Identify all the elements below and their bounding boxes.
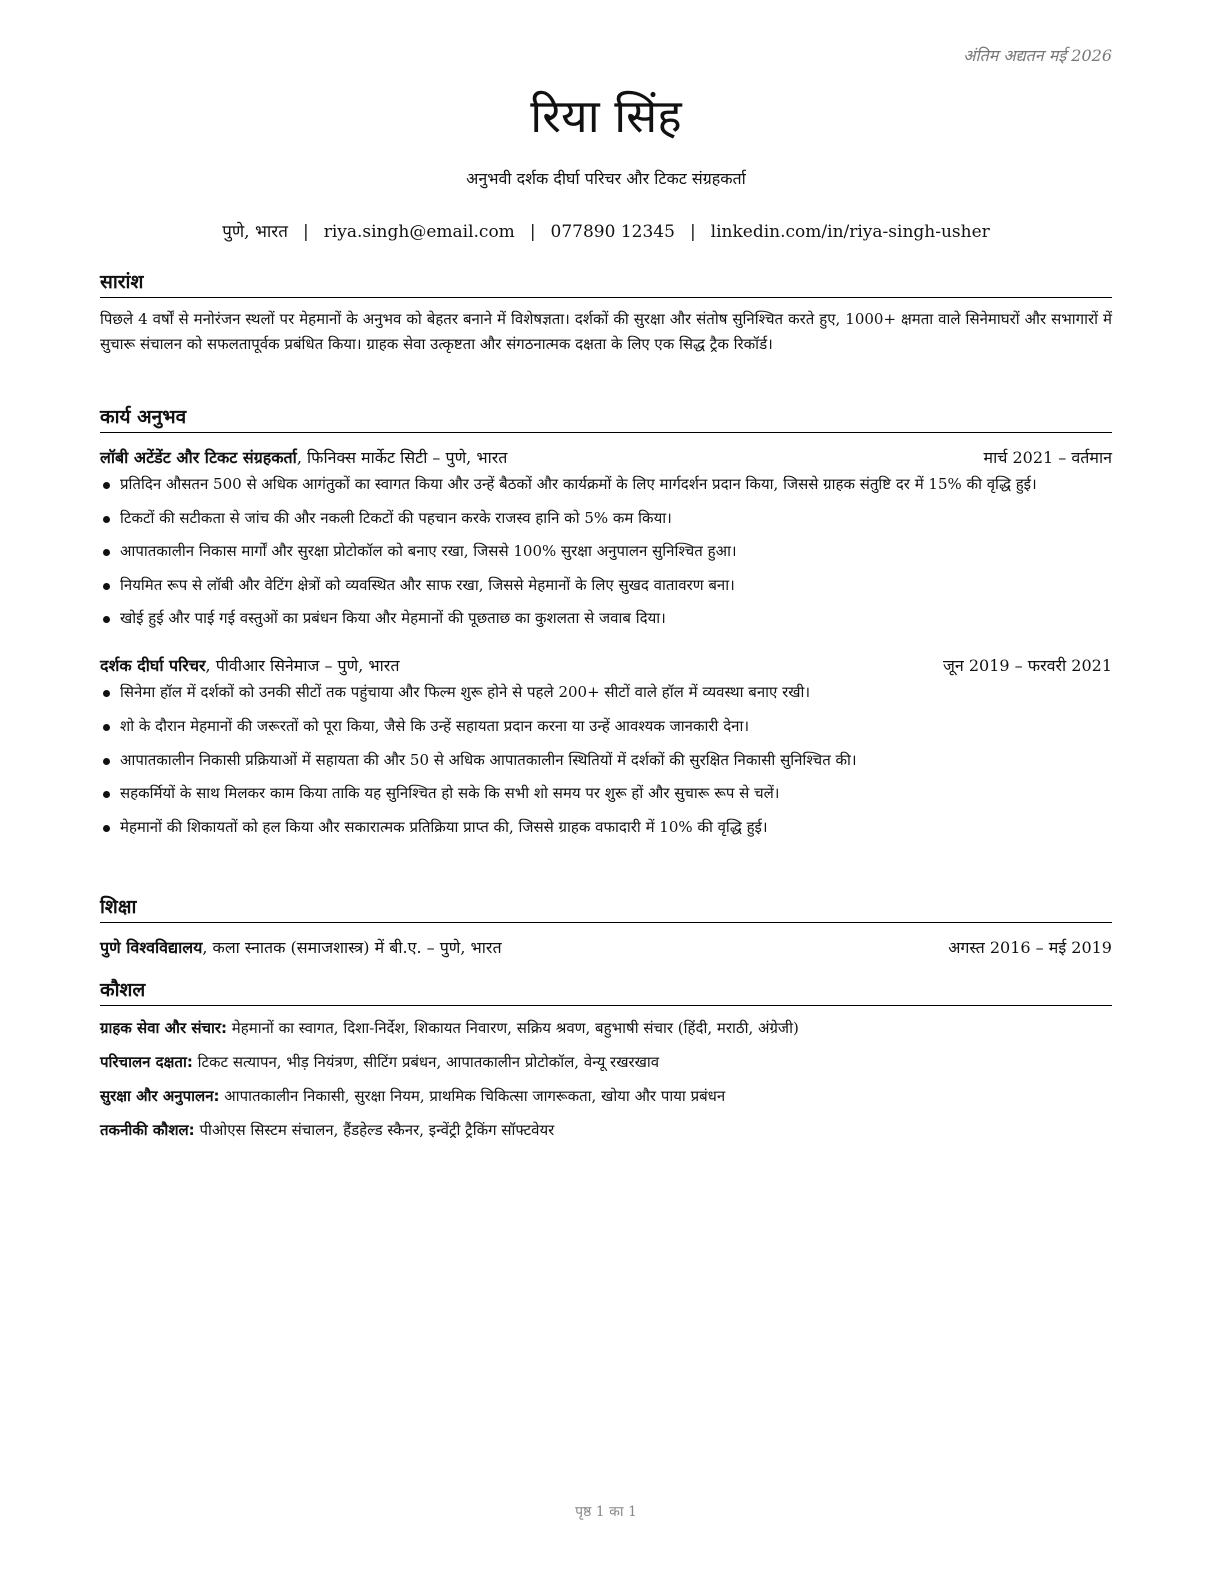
job-header	[100, 652, 1112, 680]
education-degree: , कला स्नातक (समाजशास्त्र) में बी.ए. – पुणे, भारत	[202, 938, 502, 957]
job-role: लॉबी अटेंडेंट और टिकट संग्रहकर्ता	[100, 448, 297, 467]
skill-label: परिचालन दक्षता:	[100, 1053, 193, 1071]
summary-heading: सारांश	[100, 270, 1112, 298]
experience-heading: कार्य अनुभव	[100, 405, 1112, 433]
bullet-item: शो के दौरान मेहमानों की जरूरतों को पूरा किया, जैसे कि उन्हें सहायता प्रदान करना या उन्हें आवश्यक जानकारी देना।	[100, 714, 1112, 738]
job-role: दर्शक दीर्घा परिचर	[100, 656, 206, 676]
job-dates: मार्च 2021 – वर्तमान	[983, 448, 1112, 467]
summary-text: पिछले 4 वर्षों से मनोरंजन स्थलों पर मेहमानों के अनुभव को बेहतर बनाने में विशेषज्ञता। दर्शकों की सुरक्षा और संतोष सुनिश्चित करते हुए, 1000+ क्षमता वाले सिनेमाघरों और सभागारों में सुचारू संचालन को सफलतापूर्वक प्रबंधित किया। ग्राहक सेवा उत्कृष्टता और संगठनात्मक दक्षता के लिए एक सिद्ध ट्रैक रिकॉर्ड।	[100, 310, 1112, 353]
bullet-item: प्रतिदिन औसतन 500 से अधिक आगंतुकों का स्वागत किया और उन्हें बैठकों और कार्यक्रमों के लिए मार्गदर्शन प्रदान किया, जिससे ग्राहक संतुष्टि दर में 15% की वृद्धि हुई।	[100, 472, 1112, 496]
job-entry	[100, 652, 1112, 838]
skill-text: मेहमानों का स्वागत, दिशा-निर्देश, शिकायत निवारण, सक्रिय श्रवण, बहुभाषी संचार (हिंदी, मराठी, अंग्रेजी)	[227, 1019, 799, 1037]
skills-heading: कौशल	[100, 978, 1112, 1006]
bullet-item: मेहमानों की शिकायतों को हल किया और सकारात्मक प्रतिक्रिया प्राप्त की, जिससे ग्राहक वफादारी में 10% की वृद्धि हुई।	[100, 815, 1112, 839]
bullet-item: सिनेमा हॉल में दर्शकों को उनकी सीटों तक पहुंचाया और फिल्म शुरू होने से पहले 200+ सीटों वाले हॉल में व्यवस्था बनाए रखी।	[100, 680, 1112, 704]
skill-row	[100, 1084, 1112, 1108]
education-dates: अगस्त 2016 – मई 2019	[948, 938, 1112, 957]
bullet-item: सहकर्मियों के साथ मिलकर काम किया ताकि यह सुनिश्चित हो सके कि सभी शो समय पर शुरू हों और सुचारू रूप से चलें।	[100, 781, 1112, 805]
job-org: , पीवीआर सिनेमाज – पुणे, भारत	[205, 656, 400, 676]
summary-section	[100, 270, 1112, 357]
bullet-item: आपातकालीन निकास मार्गों और सुरक्षा प्रोटोकॉल को बनाए रखा, जिससे 100% सुरक्षा अनुपालन सुनिश्चित हुआ।	[100, 539, 1112, 563]
experience-section	[100, 405, 1112, 848]
job-title-line	[100, 652, 399, 680]
contact-linkedin[interactable]: linkedin.com/in/riya-singh-usher	[710, 222, 990, 242]
contact-separator: |	[529, 222, 536, 242]
contact-line	[100, 220, 1112, 244]
last-updated: अंतिम अद्यतन मई 2026	[963, 46, 1112, 65]
candidate-tagline: अनुभवी दर्शक दीर्घा परिचर और टिकट संग्रहकर्ता	[466, 169, 746, 188]
education-line	[100, 934, 502, 962]
resume-page	[100, 0, 1112, 1584]
job-entry	[100, 444, 1112, 630]
education-entry	[100, 934, 1112, 962]
job-title-line	[100, 444, 507, 472]
bullet-item: नियमित रूप से लॉबी और वेटिंग क्षेत्रों को व्यवस्थित और साफ रखा, जिससे मेहमानों के लिए सुखद वातावरण बना।	[100, 573, 1112, 597]
contact-separator: |	[302, 222, 309, 242]
job-dates: जून 2019 – फरवरी 2021	[943, 656, 1112, 676]
skill-label: ग्राहक सेवा और संचार:	[100, 1019, 228, 1037]
education-heading: शिक्षा	[100, 895, 1112, 923]
job-header	[100, 444, 1112, 472]
bullet-item: आपातकालीन निकासी प्रक्रियाओं में सहायता की और 50 से अधिक आपातकालीन स्थितियों में दर्शकों की सुरक्षित निकासी सुनिश्चित की।	[100, 748, 1112, 772]
job-bullets	[100, 472, 1112, 630]
candidate-name: रिया सिंह	[530, 89, 682, 143]
contact-email[interactable]: riya.singh@email.com	[323, 222, 515, 242]
education-school: पुणे विश्वविद्यालय	[100, 938, 203, 957]
bullet-item: टिकटों की सटीकता से जांच की और नकली टिकटों की पहचान करके राजस्व हानि को 5% कम किया।	[100, 506, 1112, 530]
skill-label: तकनीकी कौशल:	[100, 1121, 195, 1139]
education-section	[100, 895, 1112, 962]
skill-text: टिकट सत्यापन, भीड़ नियंत्रण, सीटिंग प्रबंधन, आपातकालीन प्रोटोकॉल, वेन्यू रखरखाव	[192, 1053, 660, 1071]
job-org: , फिनिक्स मार्केट सिटी – पुणे, भारत	[296, 448, 508, 467]
skills-section	[100, 978, 1112, 1142]
contact-phone: 077890 12345	[550, 222, 675, 242]
skill-row	[100, 1050, 1112, 1074]
contact-location: पुणे, भारत	[222, 222, 288, 242]
page-number: पृष्ठ 1 का 1	[575, 1504, 637, 1520]
skill-text: पीओएस सिस्टम संचालन, हैंडहेल्ड स्कैनर, इन्वेंट्री ट्रैकिंग सॉफ्टवेयर	[194, 1121, 555, 1139]
skill-text: आपातकालीन निकासी, सुरक्षा नियम, प्राथमिक चिकित्सा जागरूकता, खोया और पाया प्रबंधन	[219, 1087, 726, 1105]
job-bullets	[100, 680, 1112, 838]
bullet-item: खोई हुई और पाई गई वस्तुओं का प्रबंधन किया और मेहमानों की पूछताछ का कुशलता से जवाब दिया।	[100, 606, 1112, 630]
skill-row	[100, 1016, 1112, 1040]
skill-label: सुरक्षा और अनुपालन:	[100, 1087, 220, 1105]
contact-separator: |	[689, 222, 696, 242]
skill-row	[100, 1118, 1112, 1142]
